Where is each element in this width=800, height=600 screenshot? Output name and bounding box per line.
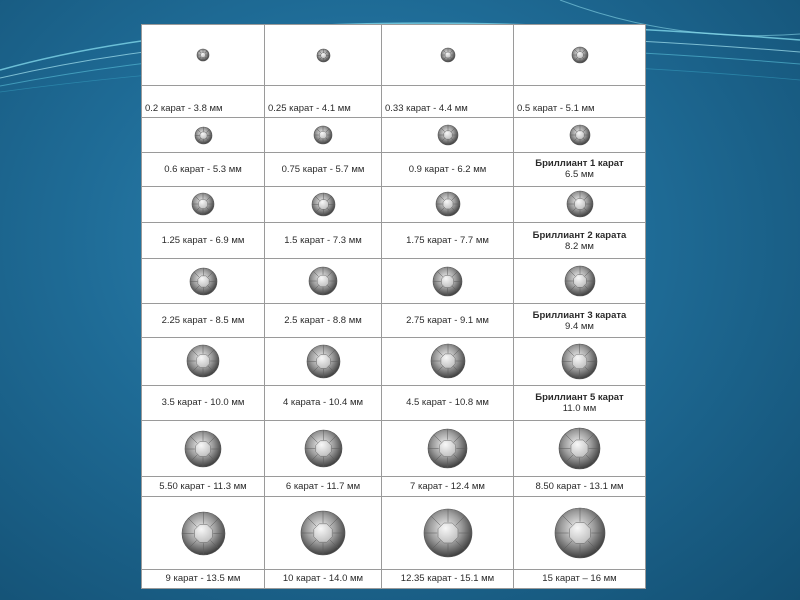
diamond-size-label-cell (382, 569, 514, 588)
diamond-size-label-cell (142, 385, 265, 420)
diamond-icon (190, 191, 216, 217)
diamond-size-label: 6.5 мм (565, 169, 594, 181)
diamond-size-label: 10 карат - 14.0 мм (282, 573, 364, 585)
diamond-icon (185, 343, 221, 379)
diamond-size-label-cell (142, 569, 265, 588)
diamond-size-label-cell (265, 86, 382, 118)
diamond-size-label: 5.50 карат - 11.3 мм (159, 481, 247, 493)
diamond-size-label-cell (382, 86, 514, 118)
diamond-size-label-cell (142, 86, 265, 118)
diamond-icon (436, 123, 460, 147)
diamond-image-cell (514, 421, 646, 477)
diamond-icon (563, 264, 597, 298)
diamond-size-label-cell (382, 385, 514, 420)
diamond-icon (553, 506, 607, 560)
diamond-image-cell (514, 259, 646, 304)
diamond-icon (568, 123, 592, 147)
diamond-label-row (142, 477, 646, 497)
diamond-image-row (142, 497, 646, 569)
diamond-label-row (142, 152, 646, 186)
diamond-icon (560, 342, 599, 381)
diamond-icon (312, 124, 334, 146)
diamond-icon (565, 189, 595, 219)
diamond-image-cell (142, 25, 265, 86)
diamond-size-label: 0.2 карат - 3.8 мм (145, 103, 223, 115)
diamond-image-row (142, 118, 646, 152)
diamond-size-label-cell (265, 477, 382, 497)
diamond-image-cell (265, 186, 382, 222)
diamond-image-cell (514, 186, 646, 222)
diamond-title-label: Бриллиант 3 карата (532, 309, 627, 321)
diamond-size-label-cell (142, 223, 265, 259)
diamond-icon (193, 125, 214, 146)
diamond-size-label: 4.5 карат - 10.8 мм (406, 397, 489, 409)
diamond-title-label: Бриллиант 5 карат (535, 391, 624, 403)
diamond-size-label-cell (514, 569, 646, 588)
diamond-image-cell (382, 259, 514, 304)
diamond-icon (439, 46, 457, 64)
diamond-icon (434, 190, 462, 218)
diamond-image-cell (514, 25, 646, 86)
diamond-image-row (142, 337, 646, 385)
diamond-size-label: 0.5 карат - 5.1 мм (517, 103, 595, 115)
diamond-size-label-cell (142, 477, 265, 497)
diamond-size-label: 11.0 мм (562, 402, 597, 414)
diamond-image-cell (382, 25, 514, 86)
diamond-icon (303, 428, 344, 469)
diamond-image-cell (142, 421, 265, 477)
diamond-image-cell (514, 118, 646, 152)
diamond-image-cell (265, 421, 382, 477)
diamond-size-label: 15 карат – 16 мм (542, 573, 617, 585)
diamond-label-row (142, 304, 646, 337)
diamond-size-label-cell (382, 477, 514, 497)
diamond-size-label-cell (142, 304, 265, 337)
diamond-image-cell (382, 497, 514, 569)
diamond-icon (180, 510, 227, 557)
diamond-image-cell (514, 337, 646, 385)
diamond-size-label: 0.9 карат - 6.2 мм (408, 163, 487, 175)
diamond-size-label-cell (265, 223, 382, 259)
diamond-size-label: 6 карат - 11.7 мм (285, 481, 361, 493)
diamond-size-label: 2.75 карат - 9.1 мм (406, 315, 489, 326)
diamond-image-cell (265, 25, 382, 86)
diamond-image-row (142, 25, 646, 86)
diamond-size-label-cell (514, 223, 646, 259)
diamond-image-cell (142, 259, 265, 304)
diamond-icon (183, 429, 223, 469)
diamond-size-label-cell (514, 152, 646, 186)
diamond-image-cell (142, 118, 265, 152)
diamond-icon (570, 45, 590, 65)
diamond-icon (429, 342, 467, 380)
diamond-size-label-cell (514, 86, 646, 118)
diamond-size-label: 8.50 карат - 13.1 мм (535, 481, 624, 493)
diamond-size-label-cell (142, 152, 265, 186)
diamond-size-label: 0.33 карат - 4.4 мм (385, 103, 468, 115)
diamond-image-cell (142, 497, 265, 569)
diamond-size-label-cell (265, 385, 382, 420)
diamond-size-label-cell (514, 304, 646, 337)
diamond-size-label: 9.4 мм (565, 320, 594, 332)
diamond-size-label: 9 карат - 13.5 мм (165, 573, 241, 585)
diamond-label-row (142, 223, 646, 259)
diamond-icon (315, 47, 332, 64)
diamond-size-label: 2.5 карат - 8.8 мм (284, 315, 362, 326)
diamond-size-table (141, 24, 646, 589)
diamond-size-label: 1.25 карат - 6.9 мм (161, 235, 245, 247)
diamond-size-label: 7 карат - 12.4 мм (410, 481, 485, 493)
diamond-size-label-cell (382, 304, 514, 337)
slide-content-card (141, 24, 645, 589)
diamond-size-label-cell (514, 385, 646, 420)
diamond-image-cell (265, 337, 382, 385)
diamond-title-label: Бриллиант 2 карата (532, 229, 627, 241)
diamond-image-row (142, 186, 646, 222)
diamond-size-label: 0.75 карат - 5.7 мм (281, 163, 365, 175)
diamond-icon (557, 426, 602, 471)
diamond-size-label: 1.5 карат - 7.3 мм (284, 235, 362, 247)
diamond-size-label-cell (265, 152, 382, 186)
diamond-icon (188, 266, 219, 297)
diamond-image-cell (265, 497, 382, 569)
diamond-image-cell (514, 497, 646, 569)
diamond-icon (422, 507, 474, 559)
diamond-icon (431, 265, 464, 298)
diamond-title-label: Бриллиант 1 карат (535, 158, 624, 170)
diamond-label-row (142, 569, 646, 588)
diamond-icon (195, 47, 211, 63)
diamond-icon (299, 509, 347, 557)
diamond-image-row (142, 421, 646, 477)
diamond-size-label: 3.5 карат - 10.0 мм (161, 397, 245, 409)
diamond-icon (305, 343, 342, 380)
diamond-icon (426, 427, 469, 470)
diamond-image-cell (382, 186, 514, 222)
diamond-size-label-cell (382, 223, 514, 259)
diamond-size-label-cell (514, 477, 646, 497)
diamond-size-label: 4 карата - 10.4 мм (282, 397, 364, 409)
diamond-size-label: 1.75 карат - 7.7 мм (406, 235, 489, 247)
diamond-size-label: 12.35 карат - 15.1 мм (400, 573, 495, 585)
diamond-label-row (142, 86, 646, 118)
diamond-icon (307, 265, 339, 297)
diamond-size-label-cell (265, 304, 382, 337)
diamond-icon (310, 191, 337, 218)
diamond-image-cell (265, 118, 382, 152)
diamond-size-label: 0.6 карат - 5.3 мм (164, 163, 242, 175)
diamond-size-label: 0.25 карат - 4.1 мм (268, 103, 351, 115)
diamond-image-cell (382, 337, 514, 385)
diamond-size-label-cell (382, 152, 514, 186)
diamond-image-cell (382, 118, 514, 152)
diamond-label-row (142, 385, 646, 420)
diamond-image-cell (142, 337, 265, 385)
diamond-size-label-cell (265, 569, 382, 588)
diamond-size-label: 8.2 мм (565, 240, 594, 252)
diamond-image-cell (265, 259, 382, 304)
diamond-image-cell (142, 186, 265, 222)
diamond-size-label: 2.25 карат - 8.5 мм (161, 315, 245, 326)
diamond-image-cell (382, 421, 514, 477)
diamond-image-row (142, 259, 646, 304)
